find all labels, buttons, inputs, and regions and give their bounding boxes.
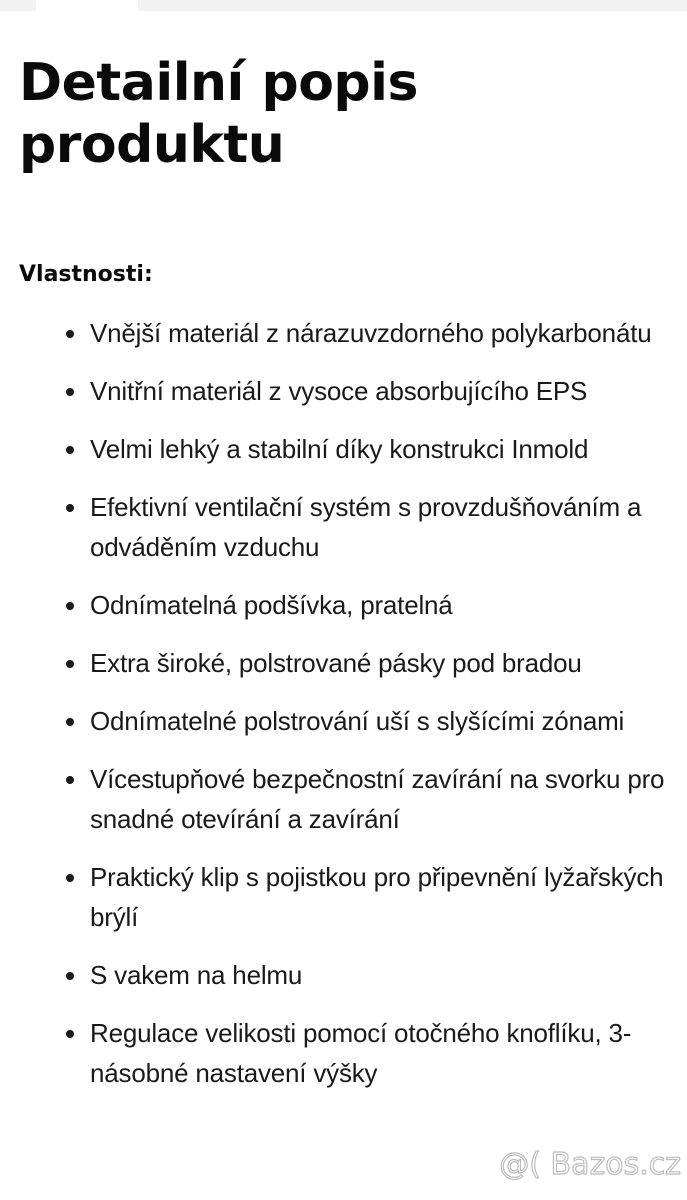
list-item: Vícestupňové bezpečnostní zavírání na svorku pro snadné otevírání a zavírání [0, 759, 687, 839]
list-item: Praktický klip s pojistkou pro připevnění lyžařských brýlí [0, 857, 687, 937]
list-item: S vakem na helmu [0, 955, 687, 995]
list-item: Odnímatelná podšívka, pratelná [0, 585, 687, 625]
list-item: Extra široké, polstrované pásky pod bradou [0, 643, 687, 683]
list-item: Velmi lehký a stabilní díky konstrukci Inmold [0, 429, 687, 469]
list-item: Vnitřní materiál z vysoce absorbujícího EPS [0, 371, 687, 411]
list-item: Odnímatelné polstrování uší s slyšícími zónami [0, 701, 687, 741]
list-item: Vnější materiál z nárazuvzdorného polykarbonátu [0, 313, 687, 353]
bazos-watermark: @( Bazos.cz [499, 1147, 681, 1182]
top-bar-segment-right [138, 0, 687, 11]
top-bar-segment-left [0, 0, 36, 11]
list-item: Regulace velikosti pomocí otočného knoflíku, 3-násobné nastavení výšky [0, 1013, 687, 1093]
page-title: Detailní popis produktu [19, 53, 418, 175]
list-item: Efektivní ventilační systém s provzdušňováním a odváděním vzduchu [0, 487, 687, 567]
feature-list [0, 313, 687, 1111]
section-heading-properties: Vlastnosti: [19, 262, 153, 287]
